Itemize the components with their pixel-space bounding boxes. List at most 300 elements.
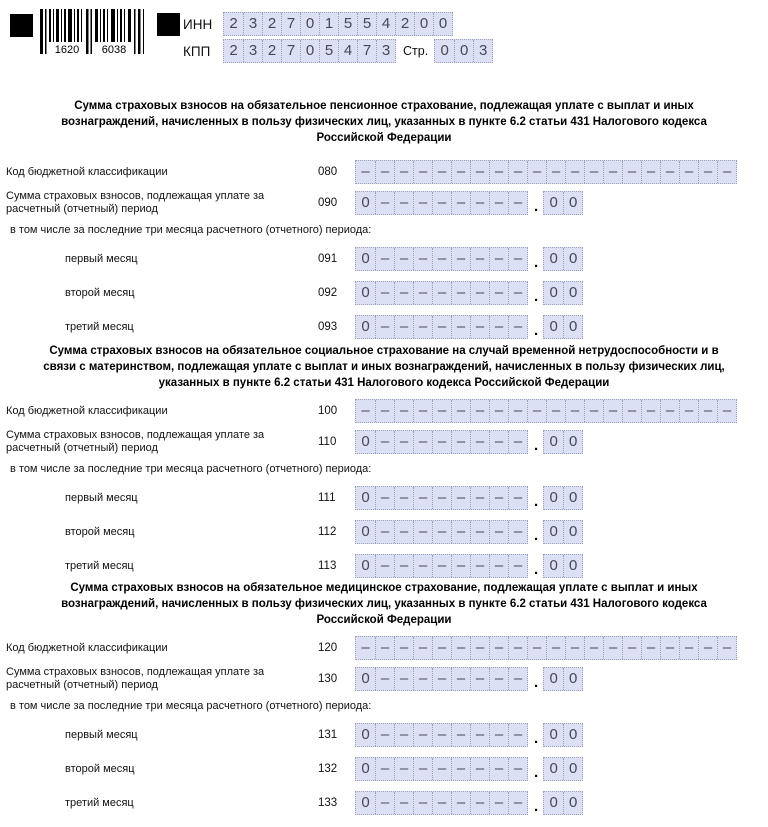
section-pension [0,98,768,339]
amount-field-group [355,791,583,815]
rubles-field[interactable] [355,791,528,815]
field-cell: 3 [376,40,395,62]
field-cell: 0 [440,42,449,59]
field-cell: – [622,161,641,183]
field-cell: 5 [357,13,376,35]
field-cell: – [489,248,508,270]
field-cell: – [508,555,527,577]
field-cell: – [451,668,470,690]
field-cell: 0 [563,248,582,270]
month-row-1 [0,723,768,747]
field-cell: – [698,161,717,183]
field-cell: – [489,792,508,814]
field-cell: 1 [319,13,338,35]
line-code: 113 [318,560,337,572]
field-cell: – [470,724,489,746]
field-cell: – [470,431,489,453]
decimal-dot: . [534,197,539,215]
rubles-field[interactable] [355,520,528,544]
inn-label: ИНН [183,16,213,32]
kbk-label: Код бюджетной классификации [6,641,168,654]
kbk-field[interactable] [355,636,737,660]
kopecks-field[interactable] [543,247,583,271]
field-cell: 0 [563,192,582,214]
last-three-months-note: в том числе за последние три месяца расчетного (отчетного) периода: [10,224,372,236]
field-cell: – [375,161,394,183]
field-cell: – [413,637,432,659]
field-cell: – [584,161,603,183]
field-cell: – [413,282,432,304]
field-cell: – [508,668,527,690]
field-cell: – [451,637,470,659]
field-cell: – [432,792,451,814]
kpp-row [183,39,493,63]
line-code: 133 [318,797,338,809]
field-cell: 0 [361,794,370,811]
field-cell: – [451,400,470,422]
field-cell: – [565,637,584,659]
rubles-field[interactable] [355,247,528,271]
decimal-dot: . [534,560,539,578]
field-cell: 0 [563,282,582,304]
field-cell: – [432,668,451,690]
field-cell: 0 [563,521,582,543]
field-cell: 0 [361,670,370,687]
field-cell: – [394,316,413,338]
field-cell: – [489,758,508,780]
field-cell: – [394,487,413,509]
line-code: 130 [318,673,338,685]
month-label: третий месяц [65,320,134,333]
field-cell: – [375,282,394,304]
field-cell: 0 [361,489,370,506]
field-cell: – [451,555,470,577]
field-cell: – [489,431,508,453]
line-code: 090 [318,197,338,209]
kopecks-field[interactable] [543,554,583,578]
amount-field-group [355,486,583,510]
field-cell: – [451,192,470,214]
field-cell: 0 [563,668,582,690]
field-cell: 0 [549,760,558,777]
field-cell: – [508,792,527,814]
field-cell: – [603,637,622,659]
field-cell: – [451,431,470,453]
kopecks-field[interactable] [543,520,583,544]
field-cell: – [470,521,489,543]
kbk-field[interactable] [355,399,737,423]
month-label: третий месяц [65,559,134,572]
line-code: 131 [318,729,338,741]
field-cell: – [413,192,432,214]
field-cell: 0 [454,40,473,62]
rubles-field[interactable] [355,723,528,747]
month-label: второй месяц [65,286,135,299]
field-cell: – [565,400,584,422]
amount-field-group [355,723,583,747]
field-cell: – [413,668,432,690]
id-fields [183,12,493,66]
field-cell: – [413,487,432,509]
field-cell: – [451,724,470,746]
field-cell: 0 [361,250,370,267]
field-cell: – [546,400,565,422]
rubles-field[interactable] [355,315,528,339]
month-row-1 [0,486,768,510]
kopecks-field[interactable] [543,723,583,747]
section-social [0,343,768,578]
field-cell: – [527,400,546,422]
field-cell: – [375,487,394,509]
kpp-field[interactable] [223,39,396,63]
field-cell: 0 [361,284,370,301]
amount-field-group [355,520,583,544]
line-code: 100 [318,405,338,417]
kopecks-field[interactable] [543,281,583,305]
field-cell: 0 [549,433,558,450]
field-cell: – [489,555,508,577]
field-cell: – [394,724,413,746]
month-row-2 [0,281,768,305]
field-cell: – [375,316,394,338]
field-cell: – [584,400,603,422]
kbk-row [0,399,768,423]
field-cell: – [394,192,413,214]
kopecks-field[interactable] [543,791,583,815]
form-header [0,0,768,72]
amount-field-group [355,554,583,578]
decimal-dot: . [534,436,539,454]
field-cell: – [470,637,489,659]
line-code: 120 [318,642,338,654]
field-cell: 5 [319,40,338,62]
field-cell: – [413,555,432,577]
field-cell: – [489,668,508,690]
field-cell: – [413,400,432,422]
field-cell: – [432,161,451,183]
field-cell: – [508,400,527,422]
rubles-field[interactable] [355,486,528,510]
field-cell: 2 [395,13,414,35]
inn-field[interactable] [223,12,453,36]
kopecks-field[interactable] [543,486,583,510]
kpp-label: КПП [183,43,211,59]
field-cell: – [508,758,527,780]
field-cell: – [375,724,394,746]
field-cell: – [508,161,527,183]
field-cell: 0 [361,726,370,743]
section-title: Сумма страховых взносов на обязательное медицинское страхование, подлежащая уплате с выплат и иных вознаграждений, начисленных в пользу физических лиц, указанных в пункте 6.2 статьи 431 Налогового кодекса Российской Федерации [61,582,707,626]
field-cell: – [394,161,413,183]
inn-row [183,12,493,36]
decimal-dot: . [534,526,539,544]
field-cell: – [470,161,489,183]
field-cell: – [470,668,489,690]
rubles-field[interactable] [355,430,528,454]
field-cell: – [470,487,489,509]
decimal-dot: . [534,287,539,305]
field-cell: – [361,402,370,419]
decimal-dot: . [534,763,539,781]
field-cell: – [375,431,394,453]
field-cell: 0 [361,318,370,335]
field-cell: – [432,248,451,270]
field-cell: – [432,758,451,780]
field-cell: – [489,487,508,509]
sum-label: Сумма страховых взносов, подлежащая уплате за расчетный (отчетный) период [6,666,265,691]
field-cell: – [489,161,508,183]
field-cell: 0 [361,523,370,540]
field-cell: – [508,248,527,270]
line-code: 111 [318,492,336,504]
field-cell: 0 [563,316,582,338]
kopecks-field[interactable] [543,315,583,339]
amount-field-group [355,430,583,454]
line-code: 110 [318,436,337,448]
field-cell: – [375,668,394,690]
amount-field-group [355,315,583,339]
kbk-row [0,636,768,660]
section-title: Сумма страховых взносов на обязательное пенсионное страхование, подлежащая уплате с выплат и иных вознаграждений, начисленных в пользу физических лиц, указанных в пункте 6.2 статьи 431 Налогового кодекса Российской Федерации [61,100,707,144]
field-cell: – [432,637,451,659]
amount-field-group [355,191,583,215]
field-cell: 0 [300,40,319,62]
line-code: 091 [318,253,338,265]
field-cell: – [451,248,470,270]
field-cell: – [508,192,527,214]
field-cell: – [394,521,413,543]
field-cell: – [394,758,413,780]
field-cell: 0 [549,284,558,301]
field-cell: – [489,400,508,422]
field-cell: – [451,316,470,338]
field-cell: – [413,758,432,780]
kbk-label: Код бюджетной классификации [6,404,168,417]
field-cell: – [565,161,584,183]
field-cell: – [698,400,717,422]
line-code: 080 [318,166,338,178]
anchor-square-right-icon [157,13,180,36]
field-cell: 2 [229,15,238,32]
field-cell: 7 [281,40,300,62]
field-cell: – [508,316,527,338]
sum-row [0,429,768,455]
field-cell: 0 [563,758,582,780]
field-cell: – [470,758,489,780]
field-cell: – [660,637,679,659]
field-cell: – [451,758,470,780]
field-cell: – [361,639,370,656]
field-cell: – [489,316,508,338]
month-label: первый месяц [65,728,138,741]
line-code: 092 [318,287,338,299]
field-cell: – [470,316,489,338]
month-row-2 [0,520,768,544]
amount-field-group [355,667,583,691]
field-cell: 0 [361,760,370,777]
month-row-1 [0,247,768,271]
field-cell: – [432,521,451,543]
field-cell: 0 [563,724,582,746]
field-cell: – [527,161,546,183]
field-cell: 0 [549,250,558,267]
field-cell: – [622,637,641,659]
sum-row [0,190,768,216]
field-cell: – [470,400,489,422]
month-row-3 [0,791,768,815]
rubles-field[interactable] [355,554,528,578]
field-cell: – [698,637,717,659]
field-cell: 0 [549,670,558,687]
anchor-square-left-icon [10,14,33,37]
field-cell: 0 [563,487,582,509]
field-cell: – [679,400,698,422]
field-cell: 0 [549,318,558,335]
field-cell: 4 [338,40,357,62]
sum-label: Сумма страховых взносов, подлежащая уплате за расчетный (отчетный) период [6,190,265,215]
sum-row [0,666,768,692]
rubles-field[interactable] [355,191,528,215]
field-cell: 0 [361,433,370,450]
field-cell: – [413,316,432,338]
kopecks-field[interactable] [543,757,583,781]
field-cell: – [546,637,565,659]
field-cell: – [432,555,451,577]
field-cell: – [375,248,394,270]
field-cell: – [717,161,736,183]
section-title: Сумма страховых взносов на обязательное социальное страхование на случай временной нетрудоспособности и в связи с материнством, подлежащая уплате с выплат и иных вознаграждений, начисленных в пользу физических лиц, указанных в пункте 6.2 статьи 431 Налогового кодекса Российской Федерации [43,345,725,389]
section-medical [0,580,768,815]
barcode [40,9,148,60]
field-cell: – [375,758,394,780]
field-cell: 2 [262,13,281,35]
field-cell: – [432,724,451,746]
field-cell: – [508,282,527,304]
field-cell: 2 [262,40,281,62]
field-cell: – [394,668,413,690]
last-three-months-note: в том числе за последние три месяца расчетного (отчетного) периода: [10,700,372,712]
field-cell: – [470,248,489,270]
rubles-field[interactable] [355,667,528,691]
field-cell: 7 [281,13,300,35]
page-number-field[interactable] [434,39,493,63]
amount-field-group [355,247,583,271]
line-code: 132 [318,763,338,775]
field-cell: 5 [338,13,357,35]
field-cell: – [641,400,660,422]
kbk-row [0,160,768,184]
field-cell: – [641,637,660,659]
month-label: первый месяц [65,491,138,504]
field-cell: – [489,637,508,659]
field-cell: – [546,161,565,183]
field-cell: 0 [361,557,370,574]
field-cell: – [394,431,413,453]
field-cell: – [375,400,394,422]
field-cell: 0 [549,794,558,811]
field-cell: – [375,792,394,814]
barcode-number-right: 6038 [101,44,127,55]
field-cell: – [527,637,546,659]
field-cell: – [413,724,432,746]
decimal-dot: . [534,797,539,815]
field-cell: – [394,555,413,577]
field-cell: 0 [563,792,582,814]
field-cell: – [432,400,451,422]
line-code: 112 [318,526,337,538]
field-cell: – [432,282,451,304]
decimal-dot: . [534,673,539,691]
month-row-3 [0,554,768,578]
sum-label: Сумма страховых взносов, подлежащая уплате за расчетный (отчетный) период [6,429,265,454]
field-cell: – [641,161,660,183]
field-cell: – [375,192,394,214]
field-cell: – [451,161,470,183]
field-cell: – [432,431,451,453]
rubles-field[interactable] [355,281,528,305]
field-cell: – [508,521,527,543]
field-cell: – [622,400,641,422]
field-cell: 0 [549,489,558,506]
field-cell: – [451,487,470,509]
field-cell: – [489,192,508,214]
field-cell: 2 [229,42,238,59]
field-cell: – [470,792,489,814]
field-cell: 0 [433,13,452,35]
page-label: Стр. [403,44,429,58]
month-row-3 [0,315,768,339]
month-label: второй месяц [65,525,135,538]
field-cell: – [489,282,508,304]
field-cell: 3 [243,13,262,35]
field-cell: – [451,792,470,814]
field-cell: 0 [361,194,370,211]
kbk-field[interactable] [355,160,737,184]
decimal-dot: . [534,321,539,339]
field-cell: – [432,316,451,338]
decimal-dot: . [534,253,539,271]
field-cell: – [489,724,508,746]
field-cell: – [603,400,622,422]
rubles-field[interactable] [355,757,528,781]
field-cell: – [394,792,413,814]
field-cell: – [413,161,432,183]
kopecks-field[interactable] [543,430,583,454]
field-cell: – [717,400,736,422]
field-cell: – [375,521,394,543]
barcode-number-left: 1620 [54,44,80,55]
field-cell: 3 [473,40,492,62]
field-cell: – [470,192,489,214]
amount-field-group [355,757,583,781]
kopecks-field[interactable] [543,667,583,691]
last-three-months-note: в том числе за последние три месяца расчетного (отчетного) периода: [10,463,372,475]
field-cell: – [375,555,394,577]
field-cell: – [508,637,527,659]
field-cell: – [660,161,679,183]
amount-field-group [355,281,583,305]
field-cell: – [413,431,432,453]
field-cell: 0 [549,726,558,743]
kopecks-field[interactable] [543,191,583,215]
field-cell: 0 [300,13,319,35]
field-cell: – [679,637,698,659]
field-cell: – [508,724,527,746]
field-cell: – [413,248,432,270]
field-cell: 0 [563,431,582,453]
field-cell: – [660,400,679,422]
month-label: третий месяц [65,796,134,809]
